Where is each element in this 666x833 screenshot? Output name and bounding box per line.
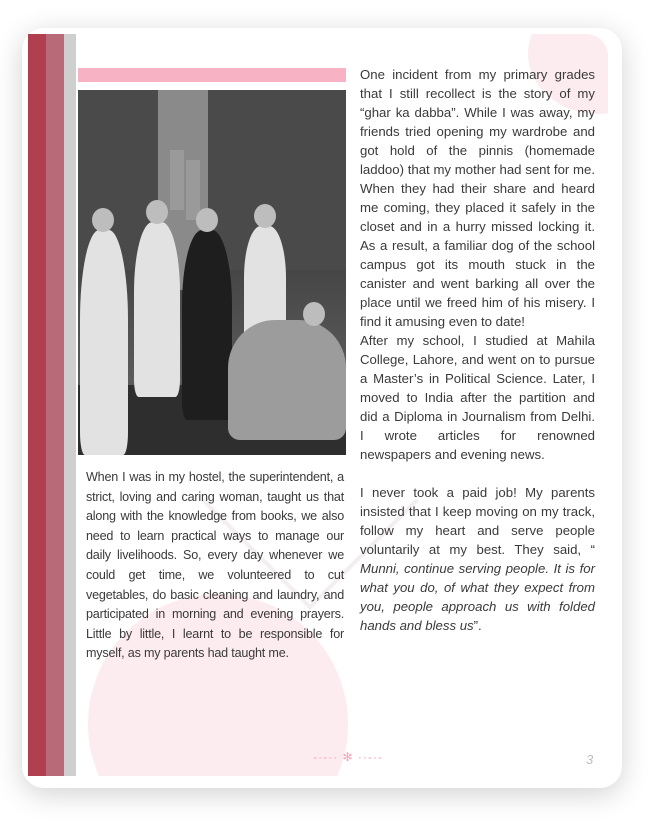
photo-figure-head bbox=[254, 204, 276, 228]
right-column-text bbox=[360, 65, 595, 635]
paragraph-gap bbox=[360, 464, 595, 483]
parents-quote: Munni, continue serving people. It is for what you do, of what they expect from you, people approach us with folded hands and bless us bbox=[360, 561, 595, 633]
photo-figure-head bbox=[92, 208, 114, 232]
photo-figure-head bbox=[146, 200, 168, 224]
photo-flag bbox=[170, 150, 184, 210]
photo-figure-head bbox=[196, 208, 218, 232]
photo-figure-woman bbox=[80, 230, 128, 455]
hostel-paragraph: When I was in my hostel, the superintendent, a strict, loving and caring woman, taught us that along with the knowledge from books, we also need to learn practical ways to manage our daily livelihoods. So, every day whenever we could get time, we volunteered to cut vegetables, do basic cleaning and laundry, and participated in morning and evening prayers. Little by little, I learnt to be responsible for myself, as my parents had taught me. bbox=[86, 470, 344, 661]
photo-figure-officer bbox=[134, 222, 180, 397]
career-paragraph bbox=[360, 483, 595, 635]
spine-stripe-dark bbox=[28, 34, 46, 776]
book-page bbox=[28, 34, 608, 776]
incident-paragraph: One incident from my primary grades that I still recollect is the story of my “ghar ka dabba”. While I was away, my friends tried opening my wardrobe and got hold of the pinnis (homemade laddoo) that my mother had sent for me. When they had their share and heard me coming, they placed it safely in the closet and in a hurry missed locking it. As a result, a familiar dog of the school campus got its mouth stuck in the canister and went barking all over the place until we freed him of his misery. I find it amusing even to date! bbox=[360, 67, 595, 329]
spine-stripe-grey bbox=[64, 34, 76, 776]
accent-bar bbox=[78, 68, 346, 82]
photo-figure-seated bbox=[228, 320, 346, 440]
footer-ornament-icon: -·-·· ✻ ··-·- bbox=[313, 750, 383, 764]
page-number: 3 bbox=[586, 752, 594, 767]
historic-photograph bbox=[78, 90, 346, 455]
quote-close: ”. bbox=[473, 618, 482, 633]
photo-figure-suit bbox=[182, 230, 232, 420]
education-paragraph: After my school, I studied at Mahila College, Lahore, and went on to pursue a Master’s in Political Science. Later, I moved to India after the partition and did a Diploma in Journalism from Delhi. I wrote articles for renowned newspapers and evening news. bbox=[360, 333, 595, 462]
left-column-text bbox=[86, 468, 344, 664]
career-text: I never took a paid job! My parents insisted that I keep moving on my track, follow my heart and serve people voluntarily at my best. They said, “ bbox=[360, 485, 595, 557]
photo-figure-head bbox=[303, 302, 325, 326]
spine-stripe-light bbox=[46, 34, 64, 776]
